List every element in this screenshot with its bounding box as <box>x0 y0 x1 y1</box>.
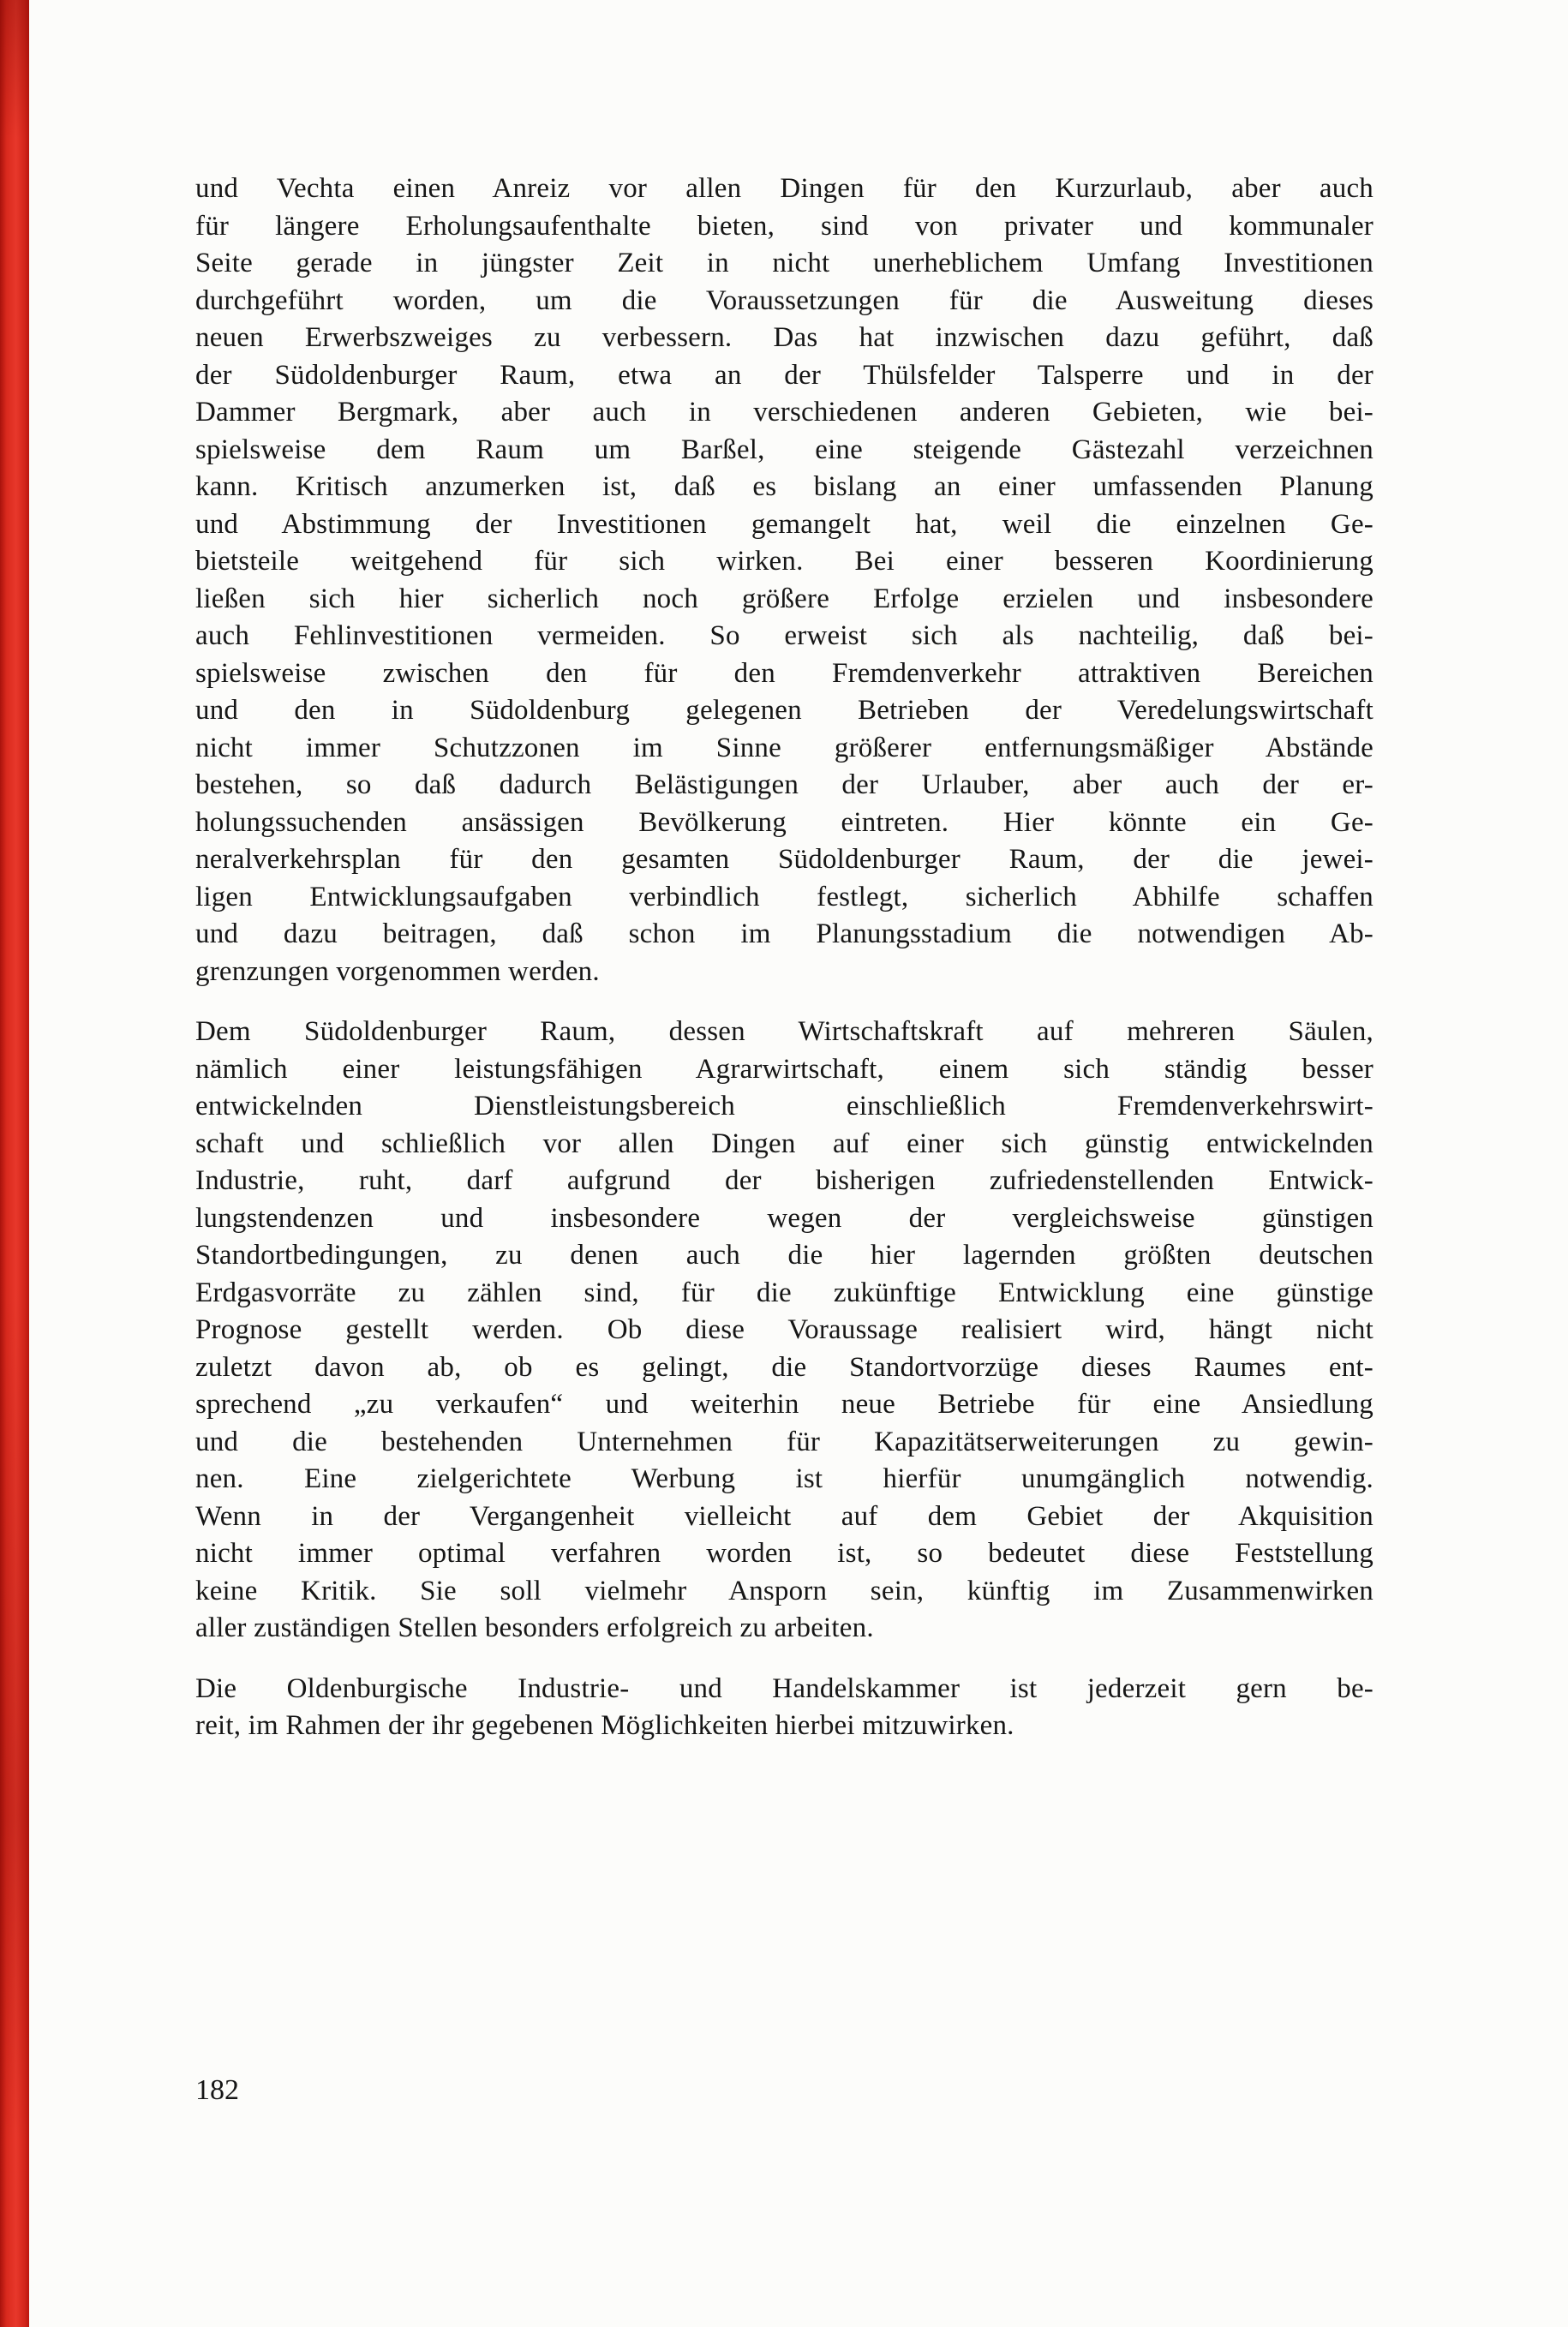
text-line: Die Oldenburgische Industrie- und Handelskammer ist jederzeit gern be- <box>195 1672 1373 1704</box>
text-line: Standortbedingungen, zu denen auch die hier lagernden größten deutschen <box>195 1240 1373 1271</box>
text-line: bestehen, so daß dadurch Belästigungen der Urlauber, aber auch der er- <box>195 769 1373 800</box>
text-line: Seite gerade in jüngster Zeit in nicht unerheblichem Umfang Investitionen <box>195 248 1373 278</box>
text-line: neralverkehrsplan für den gesamten Südoldenburger Raum, der die jewei- <box>195 844 1373 875</box>
text-line: Dammer Bergmark, aber auch in verschiedenen anderen Gebieten, wie bei- <box>195 397 1373 428</box>
text-line: entwickelnden Dienstleistungsbereich einschließlich Fremdenverkehrswirt- <box>195 1091 1373 1122</box>
text-line: bietsteile weitgehend für sich wirken. Bei einer besseren Koordinierung <box>195 546 1373 577</box>
text-line: nicht immer optimal verfahren worden ist, so bedeutet diese Feststellung <box>195 1538 1373 1569</box>
text-line: kann. Kritisch anzumerken ist, daß es bislang an einer umfassenden Planung <box>195 471 1373 502</box>
text-line: sprechend „zu verkaufen“ und weiterhin neue Betriebe für eine Ansiedlung <box>195 1389 1373 1420</box>
text-line: keine Kritik. Sie soll vielmehr Ansporn sein, künftig im Zusammenwirken <box>195 1575 1373 1606</box>
text-line: nicht immer Schutzzonen im Sinne größerer entfernungsmäßiger Abstände <box>195 732 1373 763</box>
text-line: der Südoldenburger Raum, etwa an der Thülsfelder Talsperre und in der <box>195 359 1373 391</box>
text-line: neuen Erwerbszweiges zu verbessern. Das hat inzwischen dazu geführt, daß <box>195 322 1373 353</box>
text-line: auch Fehlinvestitionen vermeiden. So erweist sich als nachteilig, daß bei- <box>195 620 1373 651</box>
text-line: Prognose gestellt werden. Ob diese Voraussage realisiert wird, hängt nicht <box>195 1314 1373 1345</box>
paragraph <box>195 170 1373 990</box>
text-line: schaft und schließlich vor allen Dingen auf einer sich günstig entwickelnden <box>195 1128 1373 1159</box>
text-line: aller zuständigen Stellen besonders erfolgreich zu arbeiten. <box>195 1612 874 1643</box>
text-line: ligen Entwicklungsaufgaben verbindlich festlegt, sicherlich Abhilfe schaffen <box>195 881 1373 912</box>
text-line: und Vechta einen Anreiz vor allen Dingen für den Kurzurlaub, aber auch <box>195 173 1373 204</box>
scan-edge-artifact <box>0 0 29 2327</box>
text-line: lungstendenzen und insbesondere wegen der vergleichsweise günstigen <box>195 1202 1373 1234</box>
text-line: reit, im Rahmen der ihr gegebenen Möglichkeiten hierbei mitzuwirken. <box>195 1710 1014 1741</box>
page-number: 182 <box>195 2074 239 2106</box>
text-line: spielsweise dem Raum um Barßel, eine steigende Gästezahl verzeichnen <box>195 434 1373 465</box>
text-block <box>195 170 1373 1768</box>
text-line: grenzungen vorgenommen werden. <box>195 955 600 987</box>
text-line: Wenn in der Vergangenheit vielleicht auf dem Gebiet der Akquisition <box>195 1500 1373 1532</box>
text-line: Dem Südoldenburger Raum, dessen Wirtschaftskraft auf mehreren Säulen, <box>195 1016 1373 1047</box>
text-line: und dazu beitragen, daß schon im Planungsstadium die notwendigen Ab- <box>195 918 1373 949</box>
text-line: und den in Südoldenburg gelegenen Betrieben der Veredelungswirtschaft <box>195 695 1373 726</box>
paragraph <box>195 1671 1373 1745</box>
text-line: und die bestehenden Unternehmen für Kapazitätserweiterungen zu gewin- <box>195 1426 1373 1457</box>
text-line: spielsweise zwischen den für den Fremdenverkehr attraktiven Bereichen <box>195 657 1373 689</box>
text-line: und Abstimmung der Investitionen gemangelt hat, weil die einzelnen Ge- <box>195 508 1373 540</box>
text-line: für längere Erholungsaufenthalte bieten, sind von privater und kommunaler <box>195 210 1373 242</box>
text-line: holungssuchenden ansässigen Bevölkerung eintreten. Hier könnte ein Ge- <box>195 806 1373 838</box>
text-line: Erdgasvorräte zu zählen sind, für die zukünftige Entwicklung eine günstige <box>195 1277 1373 1308</box>
text-line: Industrie, ruht, darf aufgrund der bisherigen zufriedenstellenden Entwick- <box>195 1165 1373 1196</box>
text-line: nämlich einer leistungsfähigen Agrarwirtschaft, einem sich ständig besser <box>195 1053 1373 1085</box>
paragraph <box>195 1014 1373 1648</box>
text-line: zuletzt davon ab, ob es gelingt, die Standortvorzüge dieses Raumes ent- <box>195 1351 1373 1383</box>
text-line: durchgeführt worden, um die Voraussetzungen für die Ausweitung dieses <box>195 284 1373 316</box>
text-line: ließen sich hier sicherlich noch größere Erfolge erzielen und insbesondere <box>195 583 1373 614</box>
text-line: nen. Eine zielgerichtete Werbung ist hierfür unumgänglich notwendig. <box>195 1463 1373 1494</box>
